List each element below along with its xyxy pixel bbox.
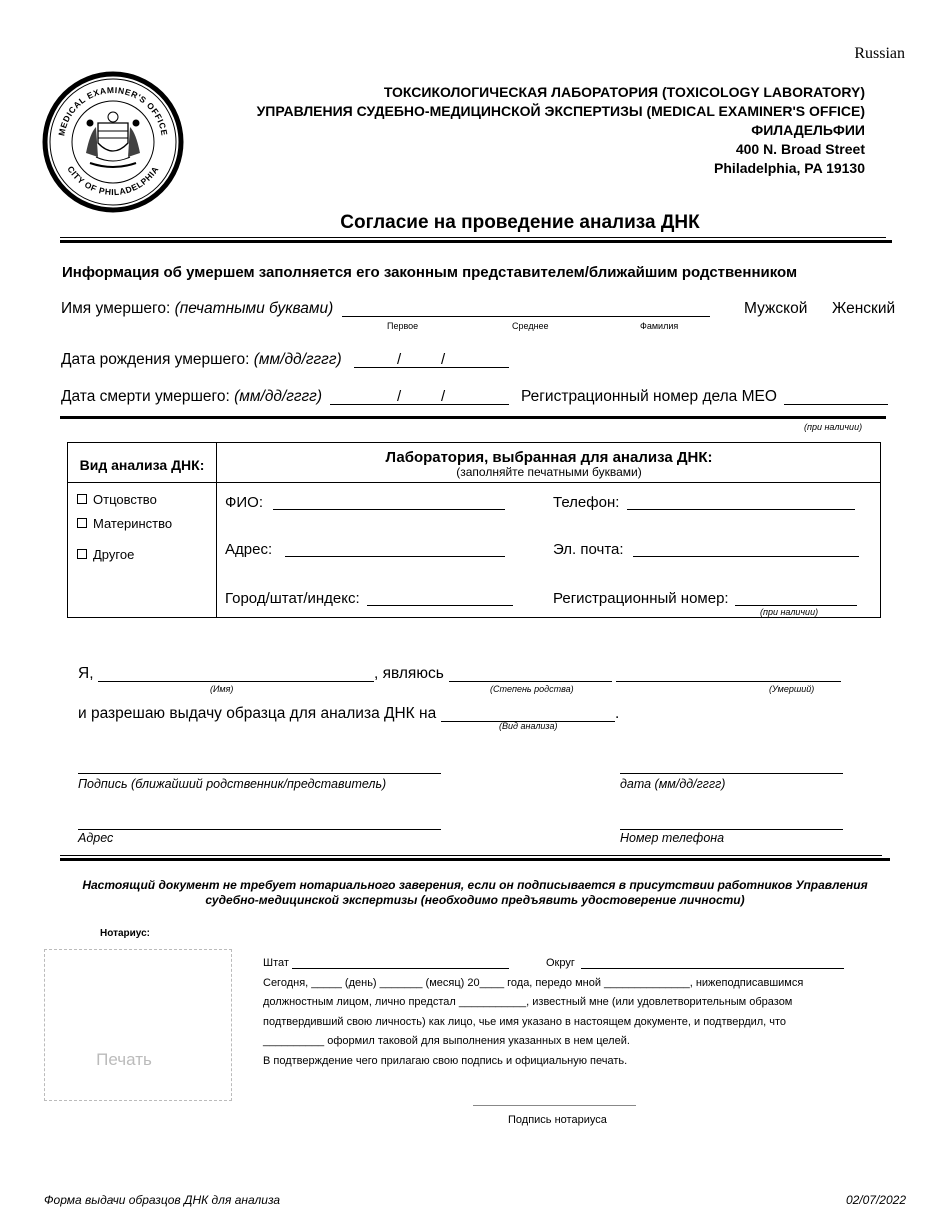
maternity-checkbox[interactable] — [77, 518, 87, 528]
notary-line-4: __________ оформил таковой для выполнения указанных в нем целей. — [263, 1035, 630, 1047]
case-number-if-available: (при наличии) — [804, 422, 863, 432]
dod-slash-2: / — [441, 388, 446, 405]
gender-female[interactable]: Женский — [832, 300, 896, 317]
title-rule-thick — [60, 240, 892, 243]
case-number-label: Регистрационный номер дела MEO — [521, 388, 777, 405]
notary-label: Нотариус: — [100, 928, 150, 939]
notary-county-field[interactable] — [581, 968, 844, 969]
dob-field[interactable] — [354, 367, 509, 368]
decedent-section-heading: Информация об умершем заполняется его законным представителем/ближайшим родственником — [62, 264, 798, 281]
svg-text:MEDICAL EXAMINER'S OFFICE: MEDICAL EXAMINER'S OFFICE — [56, 84, 170, 137]
representative-address-label: Адрес — [78, 831, 114, 845]
signature-field[interactable] — [78, 773, 441, 774]
option-maternity[interactable]: Материнство — [77, 516, 172, 531]
medical-examiner-seal — [42, 71, 184, 213]
consent-deceased-field[interactable] — [616, 681, 841, 682]
first-name-hint: Первое — [387, 321, 419, 331]
gender-male[interactable]: Мужской — [744, 300, 808, 317]
dod-field[interactable] — [330, 404, 509, 405]
lab-email-field[interactable] — [633, 556, 859, 557]
header-line-1: ТОКСИКОЛОГИЧЕСКАЯ ЛАБОРАТОРИЯ (TOXICOLOGY LABORATORY) — [383, 84, 865, 100]
representative-address-field[interactable] — [78, 829, 441, 830]
svg-text:CITY OF PHILADELPHIA: CITY OF PHILADELPHIA — [65, 164, 161, 198]
representative-phone-field[interactable] — [620, 829, 843, 830]
notary-signature-label: Подпись нотариуса — [508, 1114, 607, 1126]
option-other[interactable]: Другое — [77, 547, 134, 562]
consent-authorize: и разрешаю выдачу образца для анализа ДНК на — [78, 705, 437, 722]
header-line-3: ФИЛАДЕЛЬФИИ — [751, 122, 865, 138]
notary-note: Настоящий документ не требует нотариального заверения, если он подписывается в присутствии работников Управления судебно-медицинской экспертизы (необходимо предъявить удостоверение личности) — [82, 878, 868, 907]
dna-type-header: Вид анализа ДНК: — [79, 457, 205, 473]
header-line-5: Philadelphia, PA 19130 — [714, 160, 865, 176]
case-number-field[interactable] — [784, 404, 888, 405]
notary-line-2: должностным лицом, лично предстал ___________, известный мне (или удовлетворительным образом — [263, 996, 793, 1008]
header-line-4: 400 N. Broad Street — [735, 141, 865, 157]
consent-rule — [60, 855, 882, 856]
notary-line-3: подтвердивший свою личность) как лицо, чье имя указано в настоящем документе, и подтвердил, что — [263, 1016, 787, 1028]
dod-label: Дата смерти умершего: (мм/дд/гггг) — [61, 388, 322, 405]
lab-table-header-rule — [67, 482, 881, 483]
paternity-checkbox[interactable] — [77, 494, 87, 504]
lab-fio-label: ФИО: — [225, 494, 264, 511]
representative-phone-label: Номер телефона — [620, 831, 725, 845]
notary-county-label: Округ — [546, 957, 575, 969]
lab-city-field[interactable] — [367, 605, 513, 606]
dob-slash-2: / — [441, 351, 446, 368]
notary-seal-placeholder: Печать — [96, 1050, 152, 1069]
section-rule-thick — [60, 416, 886, 419]
lab-header: Лаборатория, выбранная для анализа ДНК: — [385, 449, 713, 466]
consent-i: Я, — [78, 665, 94, 682]
lab-email-label: Эл. почта: — [553, 541, 624, 558]
other-checkbox[interactable] — [77, 549, 87, 559]
signature-date-label: дата (мм/дд/гггг) — [620, 777, 726, 791]
notary-line-5: В подтверждение чего прилагаю свою подпись и официальную печать. — [263, 1055, 628, 1067]
notary-line-1: Сегодня, _____ (день) _______ (месяц) 20____ года, передо мной ______________, нижеподписавшимся — [263, 977, 804, 989]
lab-subheader: (заполняйте печатными буквами) — [456, 465, 642, 479]
lab-address-field[interactable] — [285, 556, 505, 557]
lab-reg-number-field[interactable] — [735, 605, 857, 606]
decedent-name-label: Имя умершего: (печатными буквами) — [61, 300, 334, 317]
lab-fio-field[interactable] — [273, 509, 505, 510]
notary-state-label: Штат — [263, 957, 289, 969]
middle-name-hint: Среднее — [512, 321, 549, 331]
page-title: Согласие на проведение анализа ДНК — [340, 212, 700, 233]
consent-name-hint: (Имя) — [210, 684, 234, 694]
notary-state-field[interactable] — [292, 968, 509, 969]
consent-period: . — [615, 705, 620, 722]
dob-label: Дата рождения умершего: (мм/дд/гггг) — [61, 351, 342, 368]
option-paternity[interactable]: Отцовство — [77, 492, 157, 507]
notary-signature-field[interactable] — [473, 1105, 636, 1106]
lab-phone-field[interactable] — [627, 509, 855, 510]
footer-date: 02/07/2022 — [845, 1193, 906, 1207]
notary-seal-box — [44, 949, 232, 1101]
lab-reg-number-label: Регистрационный номер: — [553, 590, 729, 607]
consent-relation-hint: (Степень родства) — [490, 684, 574, 694]
footer-form-name: Форма выдачи образцов ДНК для анализа — [44, 1193, 281, 1207]
consent-am: , являюсь — [374, 665, 444, 682]
consent-analysis-hint: (Вид анализа) — [499, 721, 558, 731]
lab-address-label: Адрес: — [225, 541, 273, 558]
lab-phone-label: Телефон: — [553, 494, 620, 511]
language-label: Russian — [854, 45, 905, 62]
lab-reg-if-available: (при наличии) — [760, 607, 819, 617]
consent-deceased-hint: (Умерший) — [769, 684, 815, 694]
signature-label: Подпись (ближайший родственник/представитель) — [78, 777, 387, 791]
header-line-2: УПРАВЛЕНИЯ СУДЕБНО-МЕДИЦИНСКОЙ ЭКСПЕРТИЗЫ (MEDICAL EXAMINER'S OFFICE) — [256, 103, 865, 119]
lab-city-label: Город/штат/индекс: — [225, 590, 360, 607]
consent-rule-thick — [60, 858, 890, 861]
last-name-hint: Фамилия — [640, 321, 679, 331]
dod-slash-1: / — [397, 388, 402, 405]
dob-slash-1: / — [397, 351, 402, 368]
title-rule — [60, 237, 886, 238]
consent-relation-field[interactable] — [449, 681, 612, 682]
consent-name-field[interactable] — [98, 681, 374, 682]
decedent-name-field[interactable] — [342, 316, 710, 317]
signature-date-field[interactable] — [620, 773, 843, 774]
